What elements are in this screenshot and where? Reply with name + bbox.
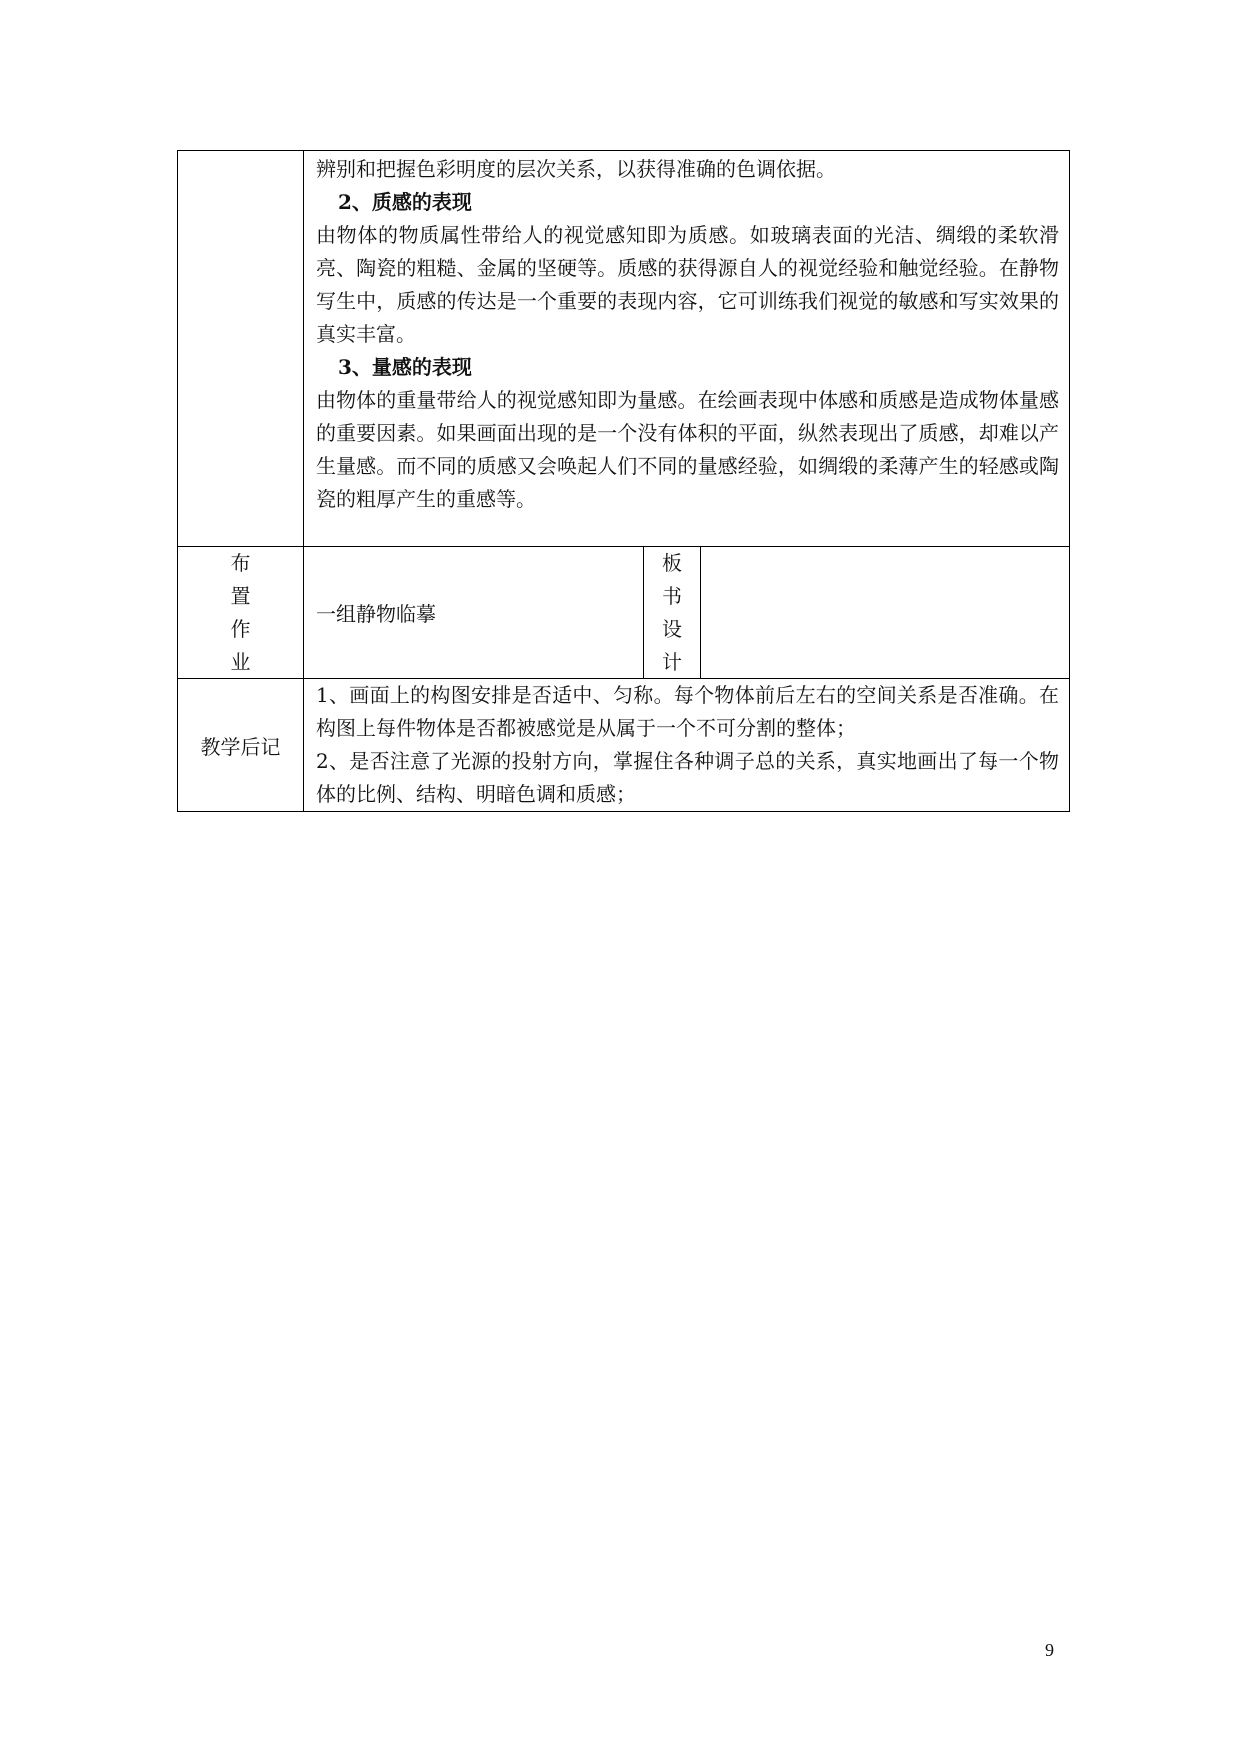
blackboard-label-char: 设 [662,616,682,641]
lesson-content [304,151,1069,516]
blackboard-label-char: 板 [662,550,682,575]
homework-label-char: 布 [230,550,251,575]
notes-content-cell [303,679,1069,811]
homework-text-cell [303,547,643,678]
notes-label: 教学后记 [200,734,281,759]
homework-label-char: 置 [230,583,251,608]
homework-label-cell [178,547,303,678]
notes-label-cell [178,679,303,811]
section2-body: 由物体的物质属性带给人的视觉感知即为质感。如玻璃表面的光洁、绸缎的柔软滑亮、陶瓷的粗糙、金属的坚硬等。质感的获得源自人的视觉经验和触觉经验。在静物写生中，质感的传达是一个重要的表现内容，它可训练我们视觉的敏感和写实效果的真实丰富。 [316,223,1059,346]
blackboard-label-cell [643,547,700,678]
content-row-label-cell [178,151,303,546]
lesson-plan-table [177,150,1070,812]
section3-heading: 3、量感的表现 [338,355,472,379]
homework-text: 一组静物临摹 [316,602,436,626]
page-number: 9 [1045,1640,1054,1660]
intro-tail-paragraph: 辨别和把握色彩明度的层次关系，以获得准确的色调依据。 [316,157,836,181]
notes-item: 1、画面上的构图安排是否适中、匀称。每个物体前后左右的空间关系是否准确。在构图上每件物体是否都被感觉是从属于一个不可分割的整体； [316,683,1059,740]
blackboard-content-cell [700,547,1069,678]
notes-item: 2、是否注意了光源的投射方向，掌握住各种调子总的关系，真实地画出了每一个物体的比例、结构、明暗色调和质感； [316,749,1059,806]
content-row-body-cell [303,151,1069,546]
notes-row [178,678,1069,811]
homework-label-char: 业 [230,649,251,674]
blackboard-label-char: 书 [662,583,682,608]
blackboard-label [644,547,700,678]
homework-row [178,546,1069,678]
homework-label-char: 作 [230,616,251,641]
section2-heading: 2、质感的表现 [338,190,472,214]
blackboard-label-char: 计 [662,649,682,674]
notes-content [304,679,1069,811]
section3-body: 由物体的重量带给人的视觉感知即为量感。在绘画表现中体感和质感是造成物体量感的重要因素。如果画面出现的是一个没有体积的平面，纵然表现出了质感，却难以产生量感。而不同的质感又会唤起人们不同的量感经验，如绸缎的柔薄产生的轻感或陶瓷的粗厚产生的重感等。 [316,388,1059,511]
homework-label [178,547,303,678]
content-row [178,151,1069,546]
